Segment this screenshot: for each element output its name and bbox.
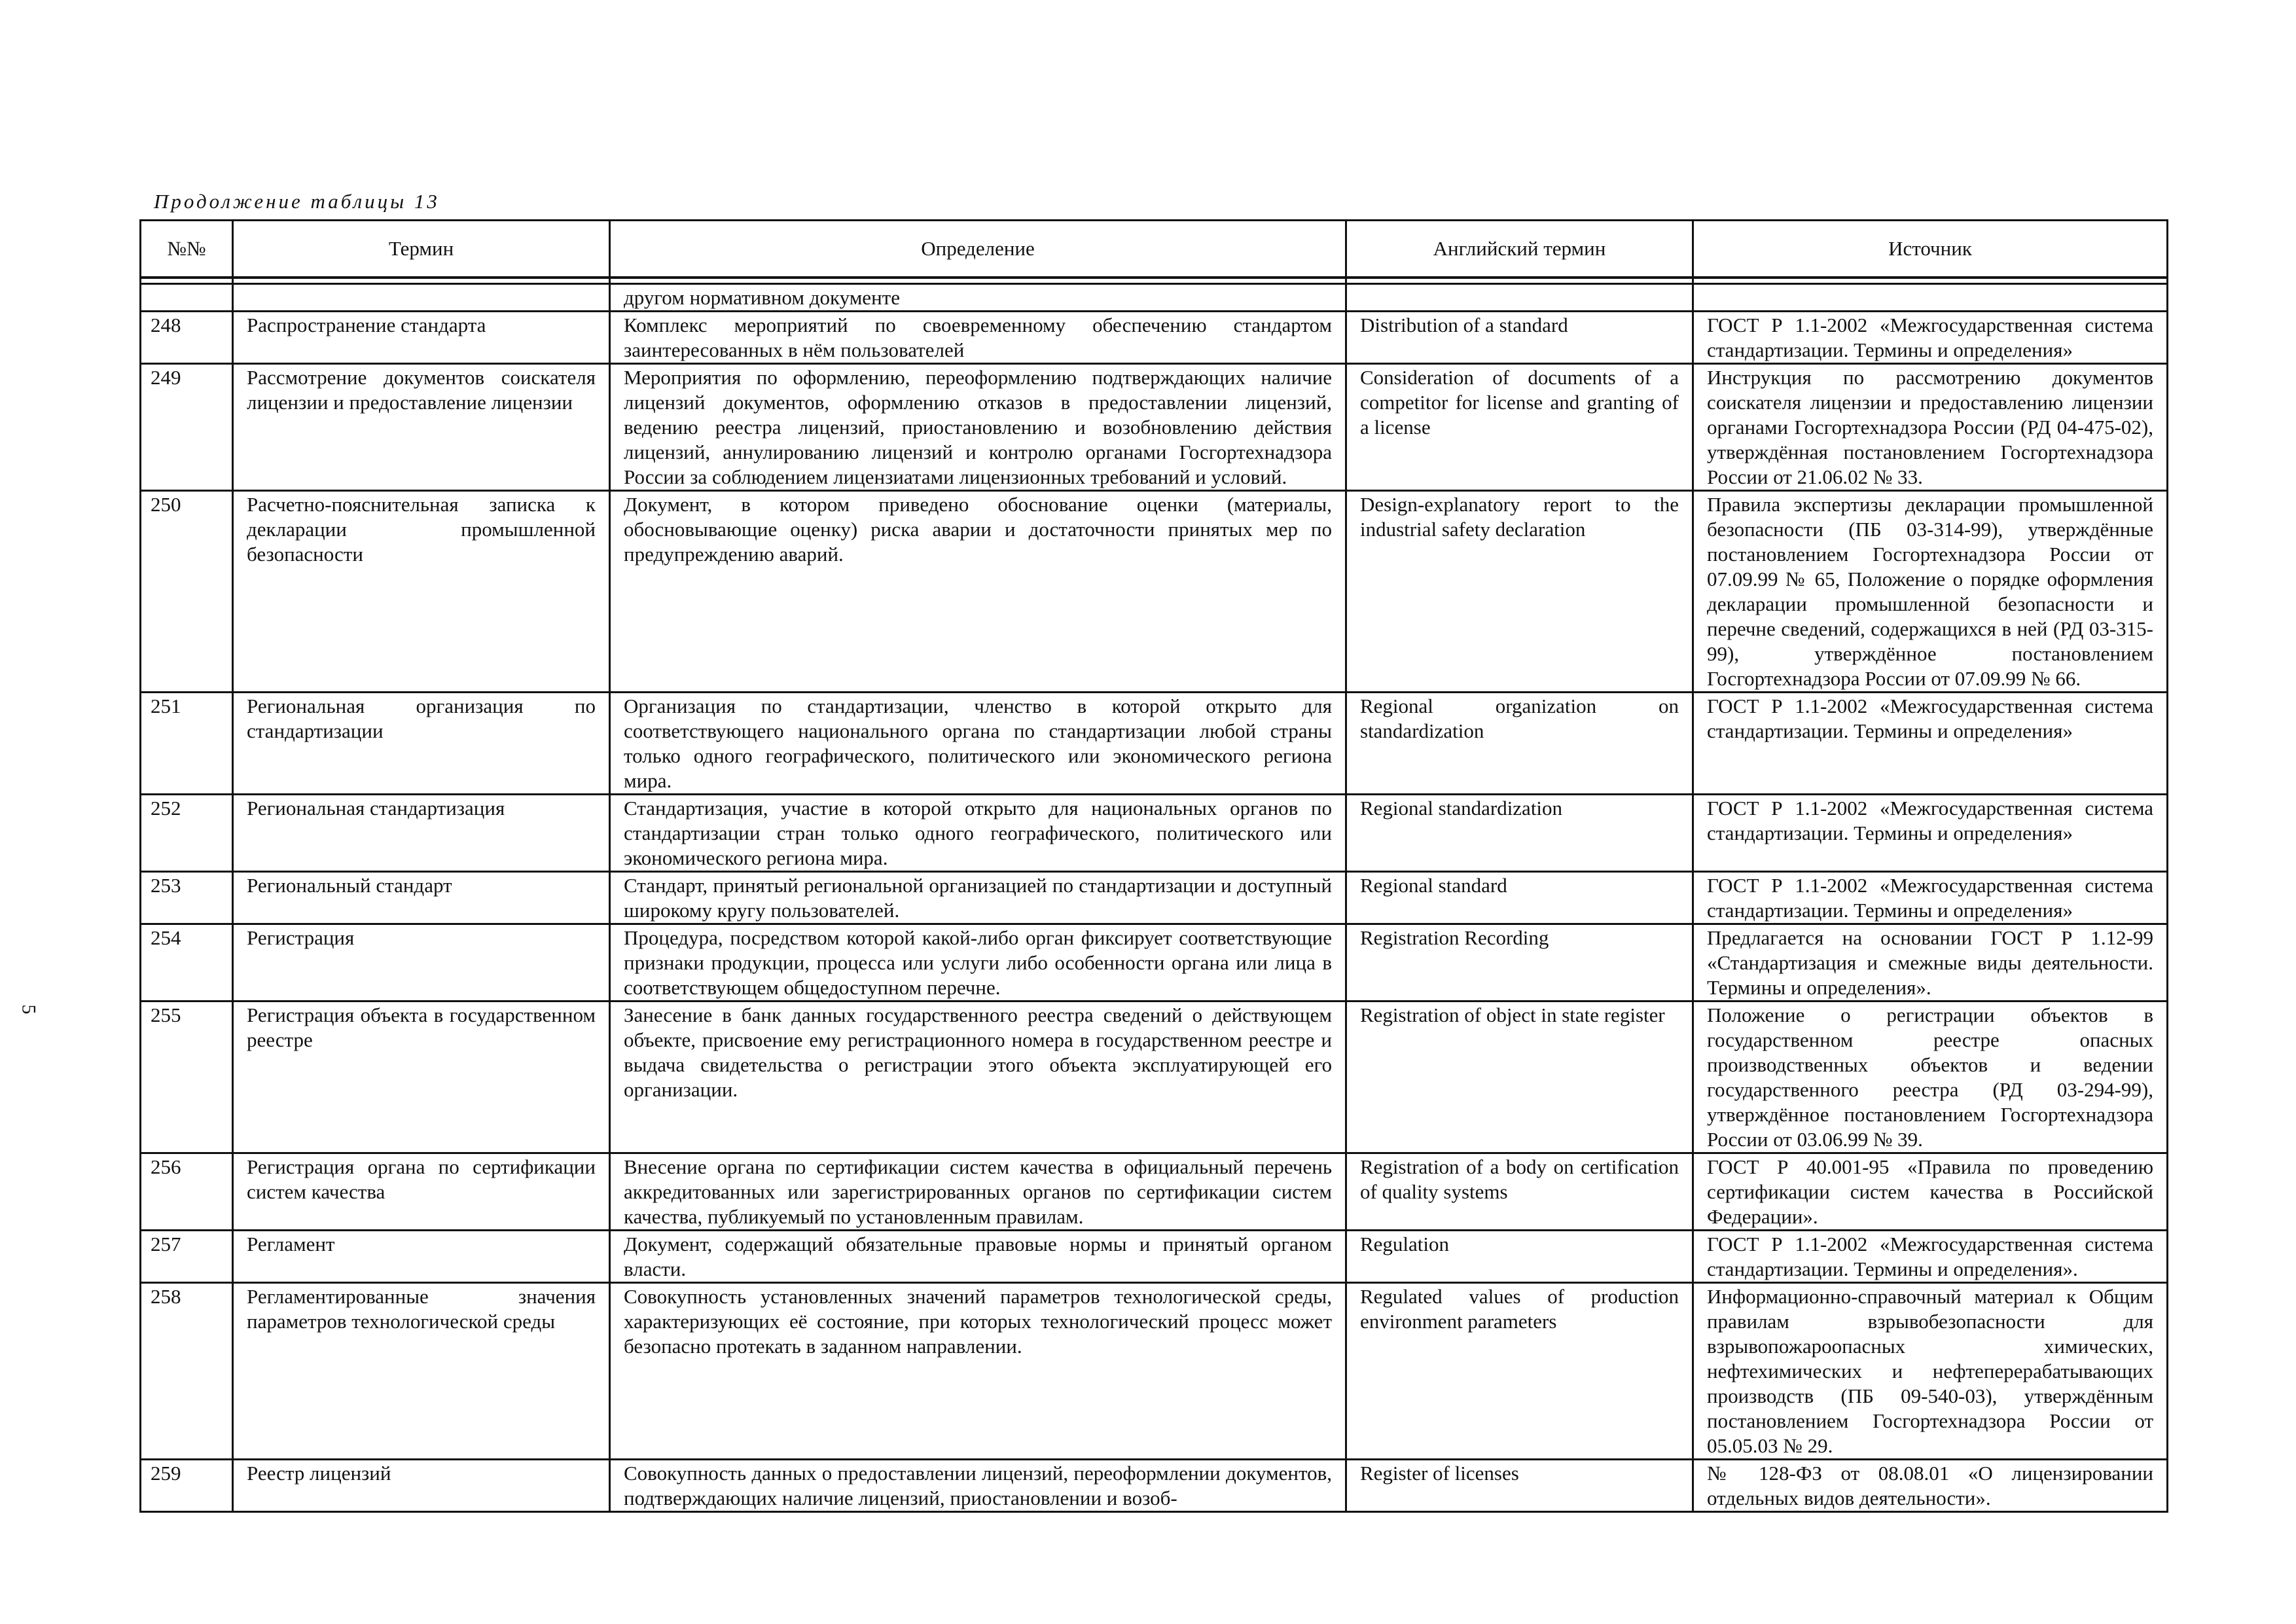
table-row xyxy=(141,312,2168,364)
cell-english-term: Design-explanatory report to the industrial safety declaration xyxy=(1346,491,1693,693)
cell-term: Рассмотрение документов соискателя лицензии и предоставление лицензии xyxy=(233,364,610,491)
table-row xyxy=(141,795,2168,872)
cell-term: Регистрация xyxy=(233,924,610,1001)
cell-source: Информационно-справочный материал к Общим правилам взрывобезопасности для взрывопожароопасных химических, нефтехимических и нефтеперерабатывающих производств (ПБ 09-540-03), утверждённым постановлением Госгортехнадзора России от 05.05.03 № 29. xyxy=(1693,1283,2168,1460)
cell-number: 248 xyxy=(141,312,233,364)
table-row xyxy=(141,491,2168,693)
column-header-definition: Определение xyxy=(610,221,1346,278)
cell-number xyxy=(141,284,233,312)
cell-source: ГОСТ Р 40.001-95 «Правила по проведению сертификации систем качества в Российской Федерации». xyxy=(1693,1153,2168,1231)
cell-definition: Стандарт, принятый региональной организацией по стандартизации и доступный широкому кругу пользователей. xyxy=(610,872,1346,924)
cell-term: Регламент xyxy=(233,1231,610,1283)
cell-source: Предлагается на основании ГОСТ Р 1.12-99 «Стандартизация и смежные виды деятельности. Термины и определения». xyxy=(1693,924,2168,1001)
cell-english-term: Regulated values of production environment parameters xyxy=(1346,1283,1693,1460)
table-row xyxy=(141,364,2168,491)
table-header-row xyxy=(141,221,2168,278)
cell-term: Расчетно-пояснительная записка к декларации промышленной безопасности xyxy=(233,491,610,693)
table-row xyxy=(141,1153,2168,1231)
table-row xyxy=(141,1001,2168,1153)
cell-definition: другом нормативном документе xyxy=(610,284,1346,312)
cell-number: 252 xyxy=(141,795,233,872)
table-row-carryover xyxy=(141,284,2168,312)
cell-definition: Занесение в банк данных государственного реестра сведений о действующем объекте, присвоение ему регистрационного номера в государственном реестре и выдача свидетельства о регистрации этого объекта эксплуатирующей его организации. xyxy=(610,1001,1346,1153)
cell-number: 257 xyxy=(141,1231,233,1283)
cell-definition: Внесение органа по сертификации систем качества в официальный перечень аккредитованных или зарегистрированных органов по сертификации систем качества, публикуемый по установленным правилам. xyxy=(610,1153,1346,1231)
cell-source: Правила экспертизы декларации промышленной безопасности (ПБ 03-314-99), утверждённые постановлением Госгортехнадзора России от 07.09.99 № 65, Положение о порядке оформления декларации промышленной безопасности и перечне сведений, содержащихся в ней (РД 03-315-99), утверждённое постановлением Госгортехнадзора России от 07.09.99 № 66. xyxy=(1693,491,2168,693)
table-row xyxy=(141,1460,2168,1512)
table-row xyxy=(141,693,2168,795)
cell-definition: Совокупность установленных значений параметров технологической среды, характеризующих её состояние, при которых технологический процесс может безопасно протекать в заданном направлении. xyxy=(610,1283,1346,1460)
cell-number: 254 xyxy=(141,924,233,1001)
cell-english-term: Consideration of documents of a competitor for license and granting of a license xyxy=(1346,364,1693,491)
cell-english-term: Regulation xyxy=(1346,1231,1693,1283)
table-row xyxy=(141,1231,2168,1283)
cell-definition: Стандартизация, участие в которой открыто для национальных органов по стандартизации стран только одного географического, политического или экономического региона мира. xyxy=(610,795,1346,872)
cell-source xyxy=(1693,284,2168,312)
cell-source: Положение о регистрации объектов в государственном реестре опасных производственных объектов и ведении государственного реестра (РД 03-294-99), утверждённое постановлением Госгортехнадзора России от 03.06.99 № 39. xyxy=(1693,1001,2168,1153)
column-header-number: №№ xyxy=(141,221,233,278)
page-number: 5 xyxy=(18,1004,40,1015)
table-row xyxy=(141,872,2168,924)
column-header-term: Термин xyxy=(233,221,610,278)
cell-term: Реестр лицензий xyxy=(233,1460,610,1512)
cell-definition: Совокупность данных о предоставлении лицензий, переоформлении документов, подтверждающих наличие лицензий, приостановлении и возоб- xyxy=(610,1460,1346,1512)
table-row xyxy=(141,924,2168,1001)
cell-term: Региональная стандартизация xyxy=(233,795,610,872)
cell-term: Регистрация органа по сертификации систем качества xyxy=(233,1153,610,1231)
cell-number: 249 xyxy=(141,364,233,491)
cell-source: ГОСТ Р 1.1-2002 «Межгосударственная система стандартизации. Термины и определения». xyxy=(1693,1231,2168,1283)
column-header-english-term: Английский термин xyxy=(1346,221,1693,278)
column-header-source: Источник xyxy=(1693,221,2168,278)
cell-english-term: Regional organization on standardization xyxy=(1346,693,1693,795)
cell-term: Региональная организация по стандартизации xyxy=(233,693,610,795)
cell-definition: Процедура, посредством которой какой-либо орган фиксирует соответствующие признаки продукции, процесса или услуги либо особенности органа или лица в соответствующем общедоступном перечне. xyxy=(610,924,1346,1001)
terms-table xyxy=(139,219,2168,1513)
table-continuation-caption: Продолжение таблицы 13 xyxy=(154,190,440,213)
cell-number: 253 xyxy=(141,872,233,924)
cell-english-term: Distribution of a standard xyxy=(1346,312,1693,364)
cell-english-term: Regional standard xyxy=(1346,872,1693,924)
cell-number: 258 xyxy=(141,1283,233,1460)
cell-number: 255 xyxy=(141,1001,233,1153)
cell-english-term: Regional standardization xyxy=(1346,795,1693,872)
cell-term: Региональный стандарт xyxy=(233,872,610,924)
cell-number: 251 xyxy=(141,693,233,795)
cell-definition: Организация по стандартизации, членство в которой открыто для соответствующего национального органа по стандартизации любой страны только одного географического, политического или экономического региона мира. xyxy=(610,693,1346,795)
cell-source: ГОСТ Р 1.1-2002 «Межгосударственная система стандартизации. Термины и определения» xyxy=(1693,872,2168,924)
cell-english-term: Registration of object in state register xyxy=(1346,1001,1693,1153)
cell-english-term xyxy=(1346,284,1693,312)
cell-source: № 128-ФЗ от 08.08.01 «О лицензировании отдельных видов деятельности». xyxy=(1693,1460,2168,1512)
cell-english-term: Register of licenses xyxy=(1346,1460,1693,1512)
cell-source: ГОСТ Р 1.1-2002 «Межгосударственная система стандартизации. Термины и определения» xyxy=(1693,795,2168,872)
cell-definition: Мероприятия по оформлению, переоформлению подтверждающих наличие лицензий документов, оформлению отказов в предоставлении лицензий, ведению реестра лицензий, приостановлению и возобновлению действия лицензий, аннулированию лицензий и контролю органами Госгортехнадзора России за соблюдением лицензиатами лицензионных требований и условий. xyxy=(610,364,1346,491)
cell-english-term: Registration of a body on certification of quality systems xyxy=(1346,1153,1693,1231)
cell-source: Инструкция по рассмотрению документов соискателя лицензии и предоставлению лицензии органами Госгортехнадзора России (РД 04-475-02), утверждённая постановлением Госгортехнадзора России от 21.06.02 № 33. xyxy=(1693,364,2168,491)
cell-term: Распространение стандарта xyxy=(233,312,610,364)
cell-term: Регистрация объекта в государственном реестре xyxy=(233,1001,610,1153)
cell-definition: Комплекс мероприятий по своевременному обеспечению стандартом заинтересованных в нём пользователей xyxy=(610,312,1346,364)
table-row xyxy=(141,1283,2168,1460)
cell-source: ГОСТ Р 1.1-2002 «Межгосударственная система стандартизации. Термины и определения» xyxy=(1693,693,2168,795)
cell-number: 259 xyxy=(141,1460,233,1512)
cell-term xyxy=(233,284,610,312)
cell-term: Регламентированные значения параметров технологической среды xyxy=(233,1283,610,1460)
cell-english-term: Registration Recording xyxy=(1346,924,1693,1001)
cell-number: 256 xyxy=(141,1153,233,1231)
cell-number: 250 xyxy=(141,491,233,693)
cell-source: ГОСТ Р 1.1-2002 «Межгосударственная система стандартизации. Термины и определения» xyxy=(1693,312,2168,364)
header-spacer-row xyxy=(141,278,2168,284)
cell-definition: Документ, содержащий обязательные правовые нормы и принятый органом власти. xyxy=(610,1231,1346,1283)
cell-definition: Документ, в котором приведено обоснование оценки (материалы, обосновывающие оценку) риска аварии и достаточности принятых мер по предупреждению аварий. xyxy=(610,491,1346,693)
